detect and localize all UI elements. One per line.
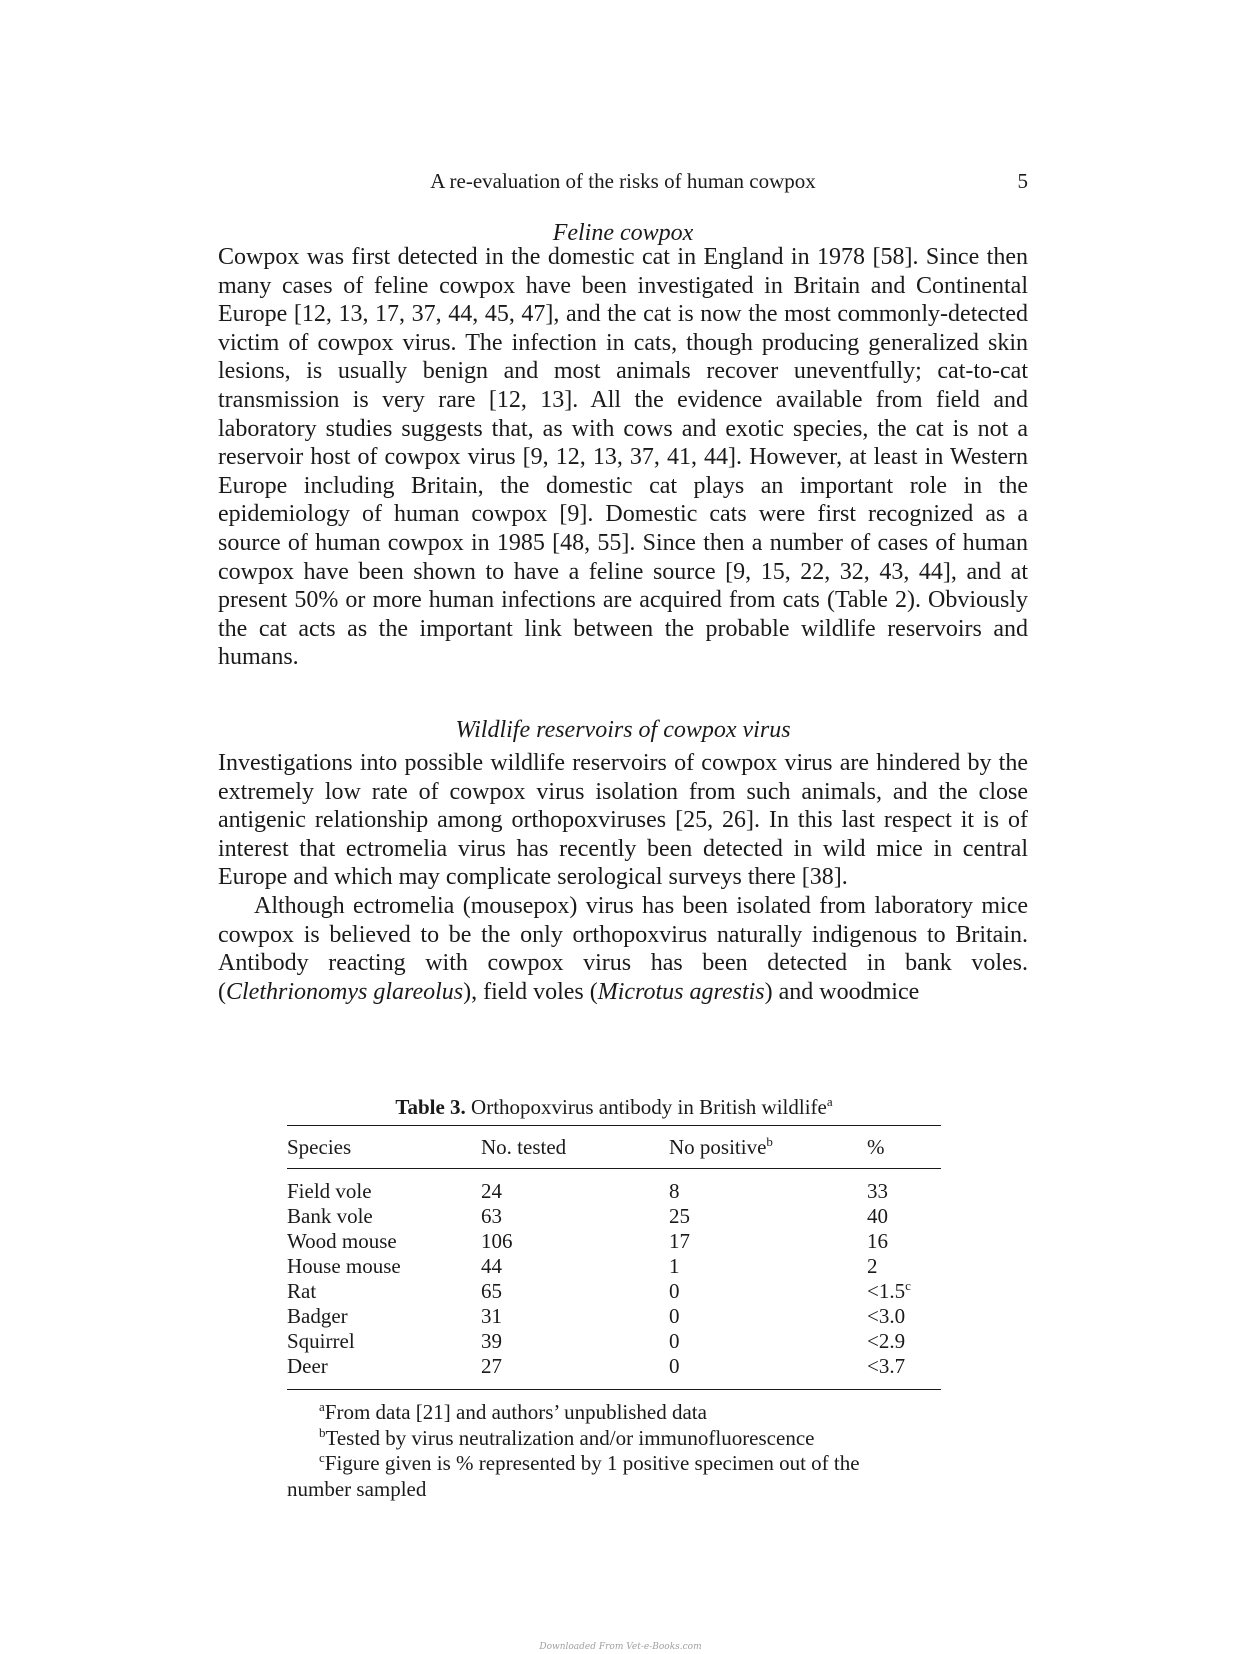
table-label: Table 3. (395, 1095, 466, 1119)
header-species: Species (287, 1135, 352, 1159)
cell-tested: 39 (481, 1329, 502, 1353)
section-heading-feline-cowpox: Feline cowpox (552, 220, 694, 246)
cell-percent: 40 (867, 1204, 888, 1228)
species-name-bank-vole: Clethrionomys glareolus (226, 978, 464, 1005)
table-row (287, 1304, 941, 1329)
cell-species: Wood mouse (287, 1229, 397, 1253)
table-row (287, 1254, 941, 1279)
table-title: Orthopoxvirus antibody in British wildlife (471, 1095, 827, 1119)
table-footnote-b: $^b$Tested by virus neutralization and/or immunofluorescence (319, 1424, 815, 1450)
cell-footnote-mark: c (905, 1278, 911, 1293)
cell-percent: 2 (867, 1254, 878, 1278)
table-footnote-c: $^c$Figure given is % represented by 1 positive specimen out of the (319, 1450, 860, 1475)
paragraph-wildlife-2 (218, 892, 1028, 1006)
table-row (287, 1354, 941, 1379)
cell-species: House mouse (287, 1254, 401, 1278)
cell-tested: 27 (481, 1354, 502, 1378)
running-title: A re-evaluation of the risks of human cowpox (430, 169, 816, 193)
cell-positive: 0 (669, 1354, 680, 1378)
table-title-footnote-mark: a (826, 1094, 833, 1109)
table-footnote-c-continuation: number sampled (287, 1476, 427, 1501)
table-bottom-rule (287, 1389, 941, 1390)
cell-percent: <1.5$^c$ (867, 1278, 911, 1303)
cell-species: Bank vole (287, 1204, 373, 1228)
table-header-row (287, 1126, 941, 1168)
cell-percent: <2.9 (867, 1329, 906, 1353)
cell-tested: 44 (481, 1254, 502, 1278)
table-caption (287, 1093, 941, 1121)
table-footnotes (287, 1400, 941, 1502)
watermark: Downloaded From Vet-e-Books.com (539, 1642, 702, 1652)
header-percent: % (867, 1135, 885, 1159)
cell-species: Squirrel (287, 1329, 355, 1353)
cell-percent: <3.0 (867, 1304, 906, 1328)
cell-tested: 63 (481, 1204, 502, 1228)
cell-species: Field vole (287, 1179, 372, 1203)
table-row (287, 1229, 941, 1254)
table-row (287, 1204, 941, 1229)
table-3 (287, 1093, 941, 1502)
header-footnote-mark: b (766, 1134, 773, 1149)
table-row (287, 1329, 941, 1354)
cell-species: Rat (287, 1279, 317, 1303)
cell-species: Deer (287, 1354, 328, 1378)
cell-tested: 31 (481, 1304, 502, 1328)
section-heading-wildlife-reservoirs: Wildlife reservoirs of cowpox virus (455, 717, 791, 743)
cell-positive: 1 (669, 1254, 680, 1278)
cell-percent: 33 (867, 1179, 888, 1203)
cell-percent: 16 (867, 1229, 888, 1253)
cell-positive: 0 (669, 1329, 680, 1353)
cell-species: Badger (287, 1304, 348, 1328)
cell-positive: 8 (669, 1179, 680, 1203)
table-row (287, 1279, 941, 1304)
cell-positive: 0 (669, 1279, 680, 1303)
table-footnote-a: $^a$From data [21] and authors’ unpublished data (319, 1399, 707, 1424)
cell-tested: 24 (481, 1179, 502, 1203)
table-body (287, 1169, 941, 1389)
header-no-tested: No. tested (481, 1135, 567, 1159)
paragraph-wildlife-1: Investigations into possible wildlife reservoirs of cowpox virus are hindered by the extremely low rate of cowpox virus isolation from such animals, and the close antigenic relationship among orthopoxviruses [25, 26]. In this last respect it is of interest that ectromelia virus has recently been detected in wild mice in central Europe and which may complicate serological surveys there [38]. (218, 750, 1028, 891)
table-row (287, 1179, 941, 1204)
page-number: 5 (1017, 169, 1028, 193)
paragraph-wildlife-2-start: Although ectromelia (mousepox) virus has been isolated from laboratory mice cowpox is believed to be the only orthopoxvirus naturally indigenous to Britain. Antibody reacting with cowpox virus has been detected in bank voles. ( (218, 893, 1028, 1005)
cell-positive: 0 (669, 1304, 680, 1328)
species-name-field-vole: Microtus agrestis (597, 978, 765, 1005)
cell-positive: 17 (669, 1229, 690, 1253)
cell-positive: 25 (669, 1204, 690, 1228)
paragraph-feline-cowpox: Cowpox was first detected in the domestic cat in England in 1978 [58]. Since then many cases of feline cowpox have been investigated in Britain and Continental Europe [12, 13, 17, 37, 44, 45, 47], and the cat is now the most commonly-detected victim of cowpox virus. The infection in cats, though producing generalized skin lesions, is usually benign and most animals recover uneventfully; cat-to-cat transmission is very rare [12, 13]. All the evidence available from field and laboratory studies suggests that, as with cows and exotic species, the cat is not a reservoir host of cowpox virus [9, 12, 13, 37, 41, 44]. However, at least in Western Europe including Britain, the domestic cat plays an important role in the epidemiology of human cowpox [9]. Domestic cats were first recognized as a source of human cowpox in 1985 [48, 55]. Since then a number of cases of human cowpox have been shown to have a feline source [9, 15, 22, 32, 43, 44], and at present 50% or more human infections are acquired from cats (Table 2). Obviously the cat acts as the important link between the probable wildlife reservoirs and humans. (218, 244, 1028, 671)
paragraph-wildlife-2-end: ) and woodmice (764, 978, 920, 1005)
cell-tested: 65 (481, 1279, 502, 1303)
running-head (218, 166, 1028, 196)
cell-tested: 106 (481, 1229, 513, 1253)
header-no-positive: No positive$^b$ (669, 1134, 773, 1159)
cell-percent: <3.7 (867, 1354, 906, 1378)
paragraph-wildlife-2-middle: ), field voles ( (463, 978, 598, 1005)
